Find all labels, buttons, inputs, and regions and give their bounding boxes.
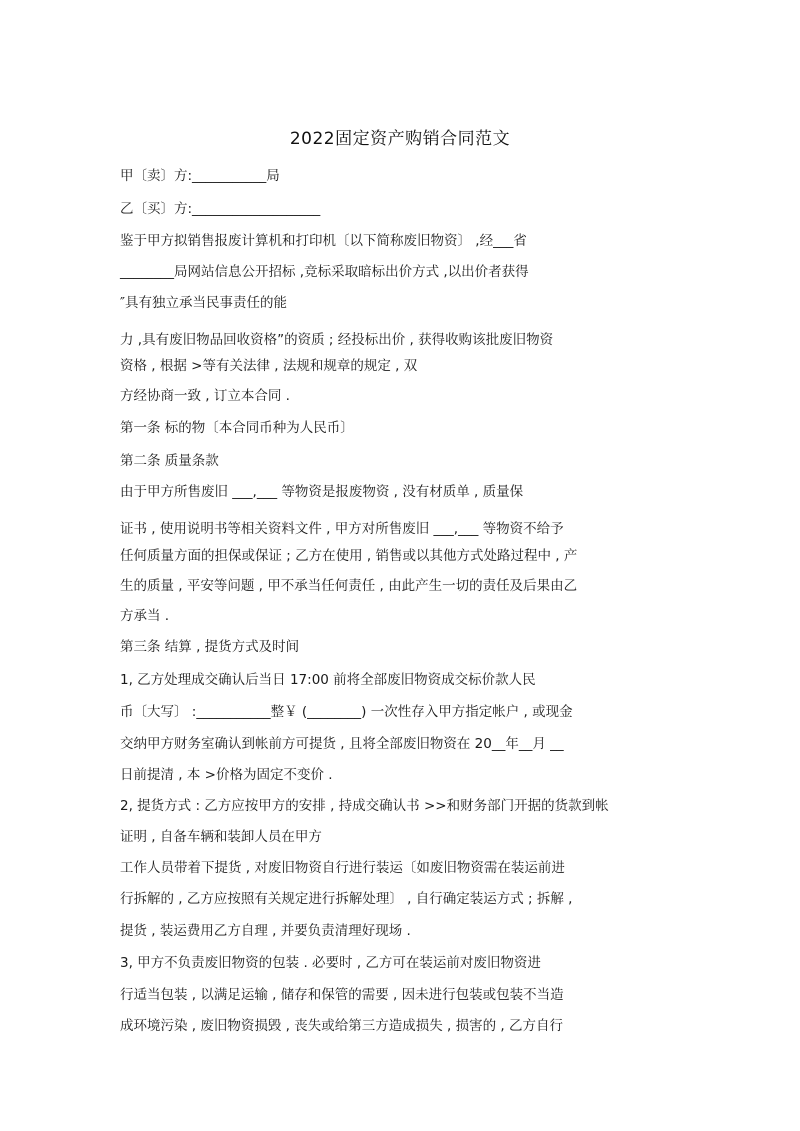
text-line: 方承当 . [120, 608, 170, 624]
text-line: 日前提清 , 本 >价格为固定不变价 . [120, 767, 333, 783]
text-line: 提货 , 装运费用乙方自理 , 并要负责清理好现场 . [120, 923, 411, 939]
article-heading-3: 第三条 结算 , 提货方式及时间 [120, 639, 300, 655]
document-title: 2022固定资产购销合同范文 [289, 129, 511, 149]
text-line-seller: 甲〔卖〕方:___________局 [120, 168, 280, 184]
text-line: ________局网站信息公开招标 ,竞标采取暗标出价方式 ,以出价者获得 [120, 264, 529, 280]
text-line: 交纳甲方财务室确认到帐前方可提货 , 且将全部废旧物资在 20__年__月 __ [120, 736, 564, 752]
text-line: 资格 , 根据 >等有关法律 , 法规和规章的规定 , 双 [120, 358, 418, 374]
text-line: 由于甲方所售废旧 ___,___ 等物资是报废物资 , 没有材质单 , 质量保 [120, 484, 524, 500]
text-line: 3, 甲方不负责废旧物资的包装 . 必要时 , 乙方可在装运前对废旧物资进 [120, 955, 541, 971]
text-line: 任何质量方面的担保或保证 ; 乙方在使用 , 销售或以其他方式处路过程中 , 产 [120, 548, 578, 564]
text-line: 生的质量 , 平安等问题 , 甲不承当任何责任 , 由此产生一切的责任及后果由乙 [120, 578, 578, 594]
text-line: 2, 提货方式 : 乙方应按甲方的安排 , 持成交确认书 >>和财务部门开据的货款到帐 [120, 798, 609, 814]
article-heading-1: 第一条 标的物〔本合同币种为人民币〕 [120, 420, 354, 436]
text-line: 行适当包装 , 以满足运输 , 储存和保管的需要 , 因未进行包装或包装不当造 [120, 987, 564, 1003]
text-line: 力 ,具有废旧物品回收资格”的资质 ; 经投标出价 , 获得收购该批废旧物资 [120, 332, 554, 348]
text-line: 鉴于甲方拟销售报废计算机和打印机〔以下简称废旧物资〕 ,经___省 [120, 233, 527, 249]
text-line: 证书 , 使用说明书等相关资料文件 , 甲方对所售废旧 ___,___ 等物资不给予 [120, 521, 564, 537]
text-line: 1, 乙方处理成交确认后当日 17:00 前将全部废旧物资成交标价款人民 [120, 672, 536, 688]
text-line: 工作人员带着下提货 , 对废旧物资自行进行装运〔如废旧物资需在装运前进 [120, 860, 565, 876]
text-line: ″具有独立承当民事责任的能 [120, 295, 288, 311]
text-line: 行拆解的 , 乙方应按照有关规定进行拆解处理〕 , 自行确定装运方式 ; 拆解 , [120, 891, 573, 907]
text-line-buyer: 乙〔买〕方:___________________ [120, 201, 321, 217]
text-line: 成环境污染 , 废旧物资损毁 , 丧失或给第三方造成损失 , 损害的 , 乙方自行 [120, 1018, 563, 1034]
text-line: 币〔大写〕 :___________整￥ (________) 一次性存入甲方指定帐户 , 或现金 [120, 704, 573, 720]
article-heading-2: 第二条 质量条款 [120, 453, 219, 469]
text-line: 证明 , 自备车辆和装卸人员在甲方 [120, 829, 322, 845]
text-line: 方经协商一致 , 订立本合同 . [120, 388, 290, 404]
